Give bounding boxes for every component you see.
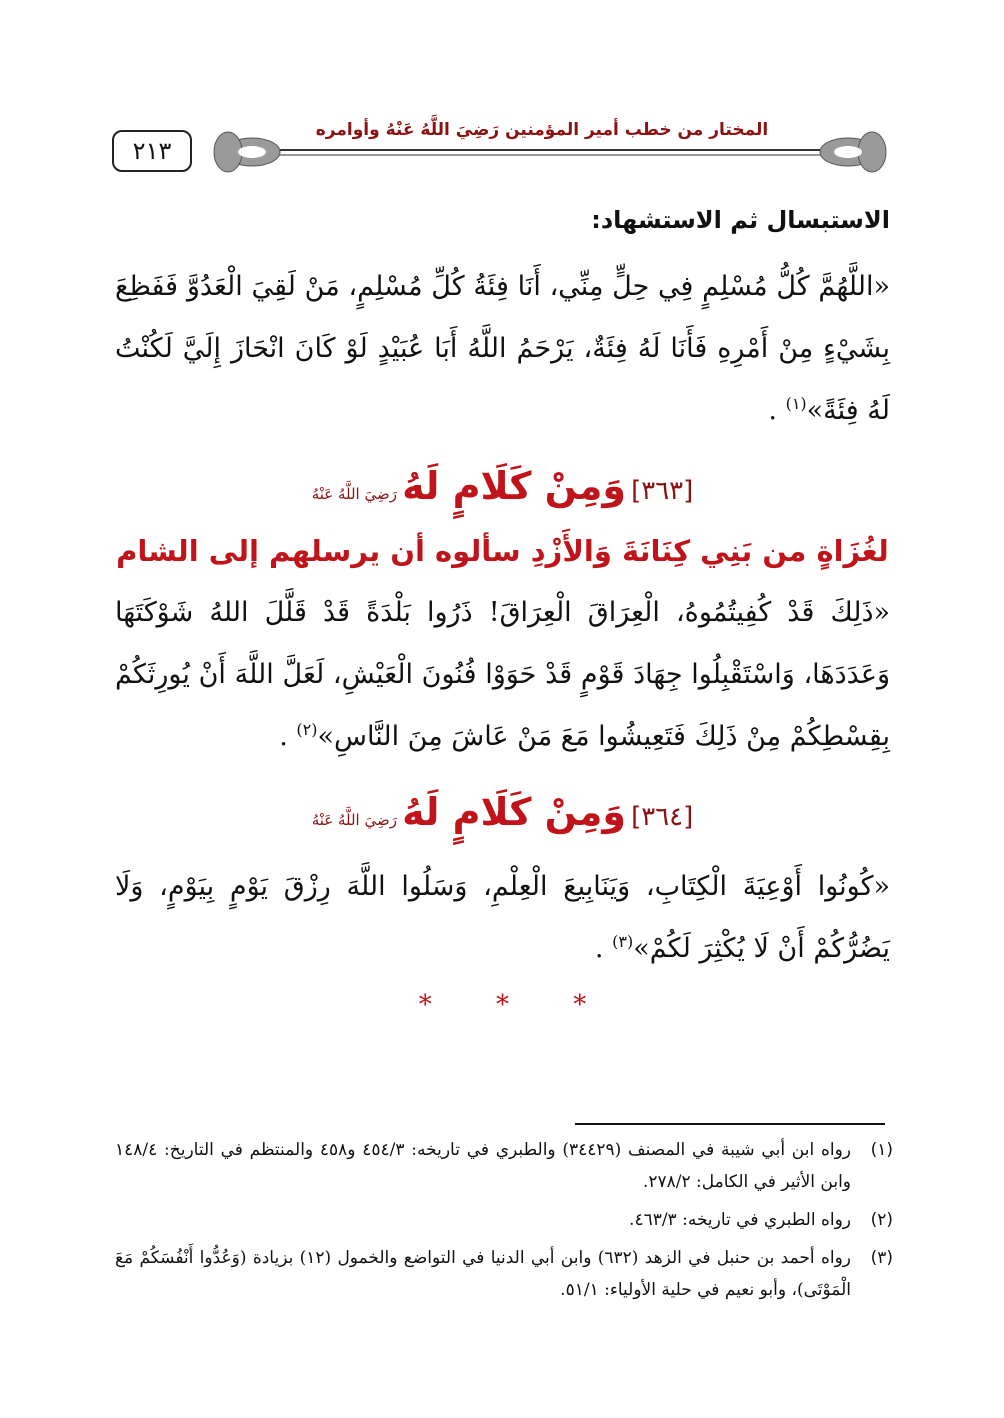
footnote-text: رواه ابن أبي شيبة في المصنف (٣٤٤٢٩) والطبري في تاريخه: ٤٥٤/٣ و٤٥٨ والمنتظم في التاريخ: ١٤٨/٤ وابن الأثير في الكامل: ٢٧٨/٢. bbox=[115, 1140, 851, 1192]
footnote-ref-3[interactable]: (٣) bbox=[612, 932, 634, 951]
footnote-item bbox=[115, 1242, 893, 1306]
page-number: ٢١٣ bbox=[112, 130, 192, 172]
intro-subheading: الاستبسال ثم الاستشهاد: bbox=[591, 206, 890, 234]
footnote-item bbox=[115, 1134, 893, 1198]
section-364-paragraph bbox=[115, 856, 890, 980]
section-number: [٣٦٤] bbox=[631, 802, 694, 832]
footnote-number: (٢) bbox=[870, 1210, 893, 1230]
header-title: المختار من خطب أمير المؤمنين رَضِيَ اللَّهُ عَنْهُ وأوامره bbox=[315, 120, 769, 140]
section-364-text: «كُونُوا أَوْعِيَةَ الْكِتَابِ، وَيَنَابِيعَ الْعِلْمِ، وَسَلُوا اللَّهَ رِزْقَ يَوْمٍ بِيَوْمٍ، وَلَا يَضُرُّكُمْ أَنْ لَا يُكْثِرَ لَكُمْ» bbox=[115, 871, 890, 964]
section-subtitle: لغُزَاةٍ من بَنِي كِنَانَةَ وَالأَزْدِ سألوه أن يرسلهم إلى الشام bbox=[116, 534, 889, 568]
section-heading-363 bbox=[115, 464, 890, 530]
footnote-ref-2[interactable]: (٢) bbox=[296, 720, 318, 739]
section-honorific: رَضِيَ اللَّهُ عَنْهُ bbox=[311, 485, 397, 503]
section-363-text: «ذَلِكَ قَدْ كُفِيتُمُوهُ، الْعِرَاقَ الْعِرَاقَ! ذَرُوا بَلْدَةً قَدْ قَلَّلَ اللهُ شَوْكَتَهَا وَعَدَدَهَا، وَاسْتَقْبِلُوا جِهَادَ قَوْمٍ قَدْ حَوَوْا فُنُونَ الْعَيْشِ، لَعَلَّ اللَّهَ أَنْ يُورِثَكُمْ بِقِسْطِكُمْ مِنْ ذَلِكَ فَتَعِيشُوا مَعَ مَنْ عَاشَ مِنَ النَّاسِ» bbox=[115, 597, 890, 752]
page-body bbox=[115, 200, 890, 1020]
separator-star-icon: * bbox=[418, 990, 432, 1020]
section-363-end: . bbox=[279, 721, 288, 752]
footnote-ref-1[interactable]: (١) bbox=[785, 394, 807, 413]
footnote-text: رواه الطبري في تاريخه: ٤٦٣/٣. bbox=[629, 1210, 851, 1230]
intro-end: . bbox=[768, 395, 777, 426]
section-separator bbox=[115, 990, 890, 1020]
page-header bbox=[112, 118, 892, 184]
section-title: وَمِنْ كَلَامٍ لَهُ bbox=[402, 464, 626, 508]
section-number: [٣٦٣] bbox=[631, 476, 694, 506]
footnote-text: رواه أحمد بن حنبل في الزهد (٦٣٢) وابن أبي الدنيا في التواضع والخمول (١٢) بزيادة (وَعُدُّوا أَنْفُسَكُمْ مَعَ الْمَوْتَى)، وأبو نعيم في حلية الأولياء: ٥١/١. bbox=[115, 1248, 851, 1300]
section-heading-364 bbox=[115, 790, 890, 856]
footnote-item bbox=[115, 1204, 893, 1236]
footnote-number: (١) bbox=[870, 1140, 893, 1160]
separator-star-icon: * bbox=[573, 990, 587, 1020]
footnote-number: (٣) bbox=[870, 1248, 893, 1268]
footnote-divider bbox=[575, 1123, 885, 1125]
footnotes bbox=[115, 1134, 893, 1312]
section-364-end: . bbox=[594, 933, 604, 964]
section-363-paragraph bbox=[115, 582, 890, 768]
intro-text: «اللَّهُمَّ كُلُّ مُسْلِمٍ فِي حِلٍّ مِنِّي، أَنَا فِئَةُ كُلِّ مُسْلِمٍ، مَنْ لَقِيَ الْعَدُوَّ فَفَظِعَ بِشَيْءٍ مِنْ أَمْرِهِ فَأَنَا لَهُ فِئَةٌ، يَرْحَمُ اللَّهُ أَبَا عُبَيْدٍ لَوْ كَانَ انْحَازَ إِلَيَّ لَكُنْتُ لَهُ فِئَةً» bbox=[115, 271, 890, 426]
intro-paragraph bbox=[115, 256, 890, 442]
section-title: وَمِنْ كَلَامٍ لَهُ bbox=[402, 790, 626, 834]
separator-star-icon: * bbox=[496, 990, 509, 1020]
section-honorific: رَضِيَ اللَّهُ عَنْهُ bbox=[311, 811, 397, 829]
